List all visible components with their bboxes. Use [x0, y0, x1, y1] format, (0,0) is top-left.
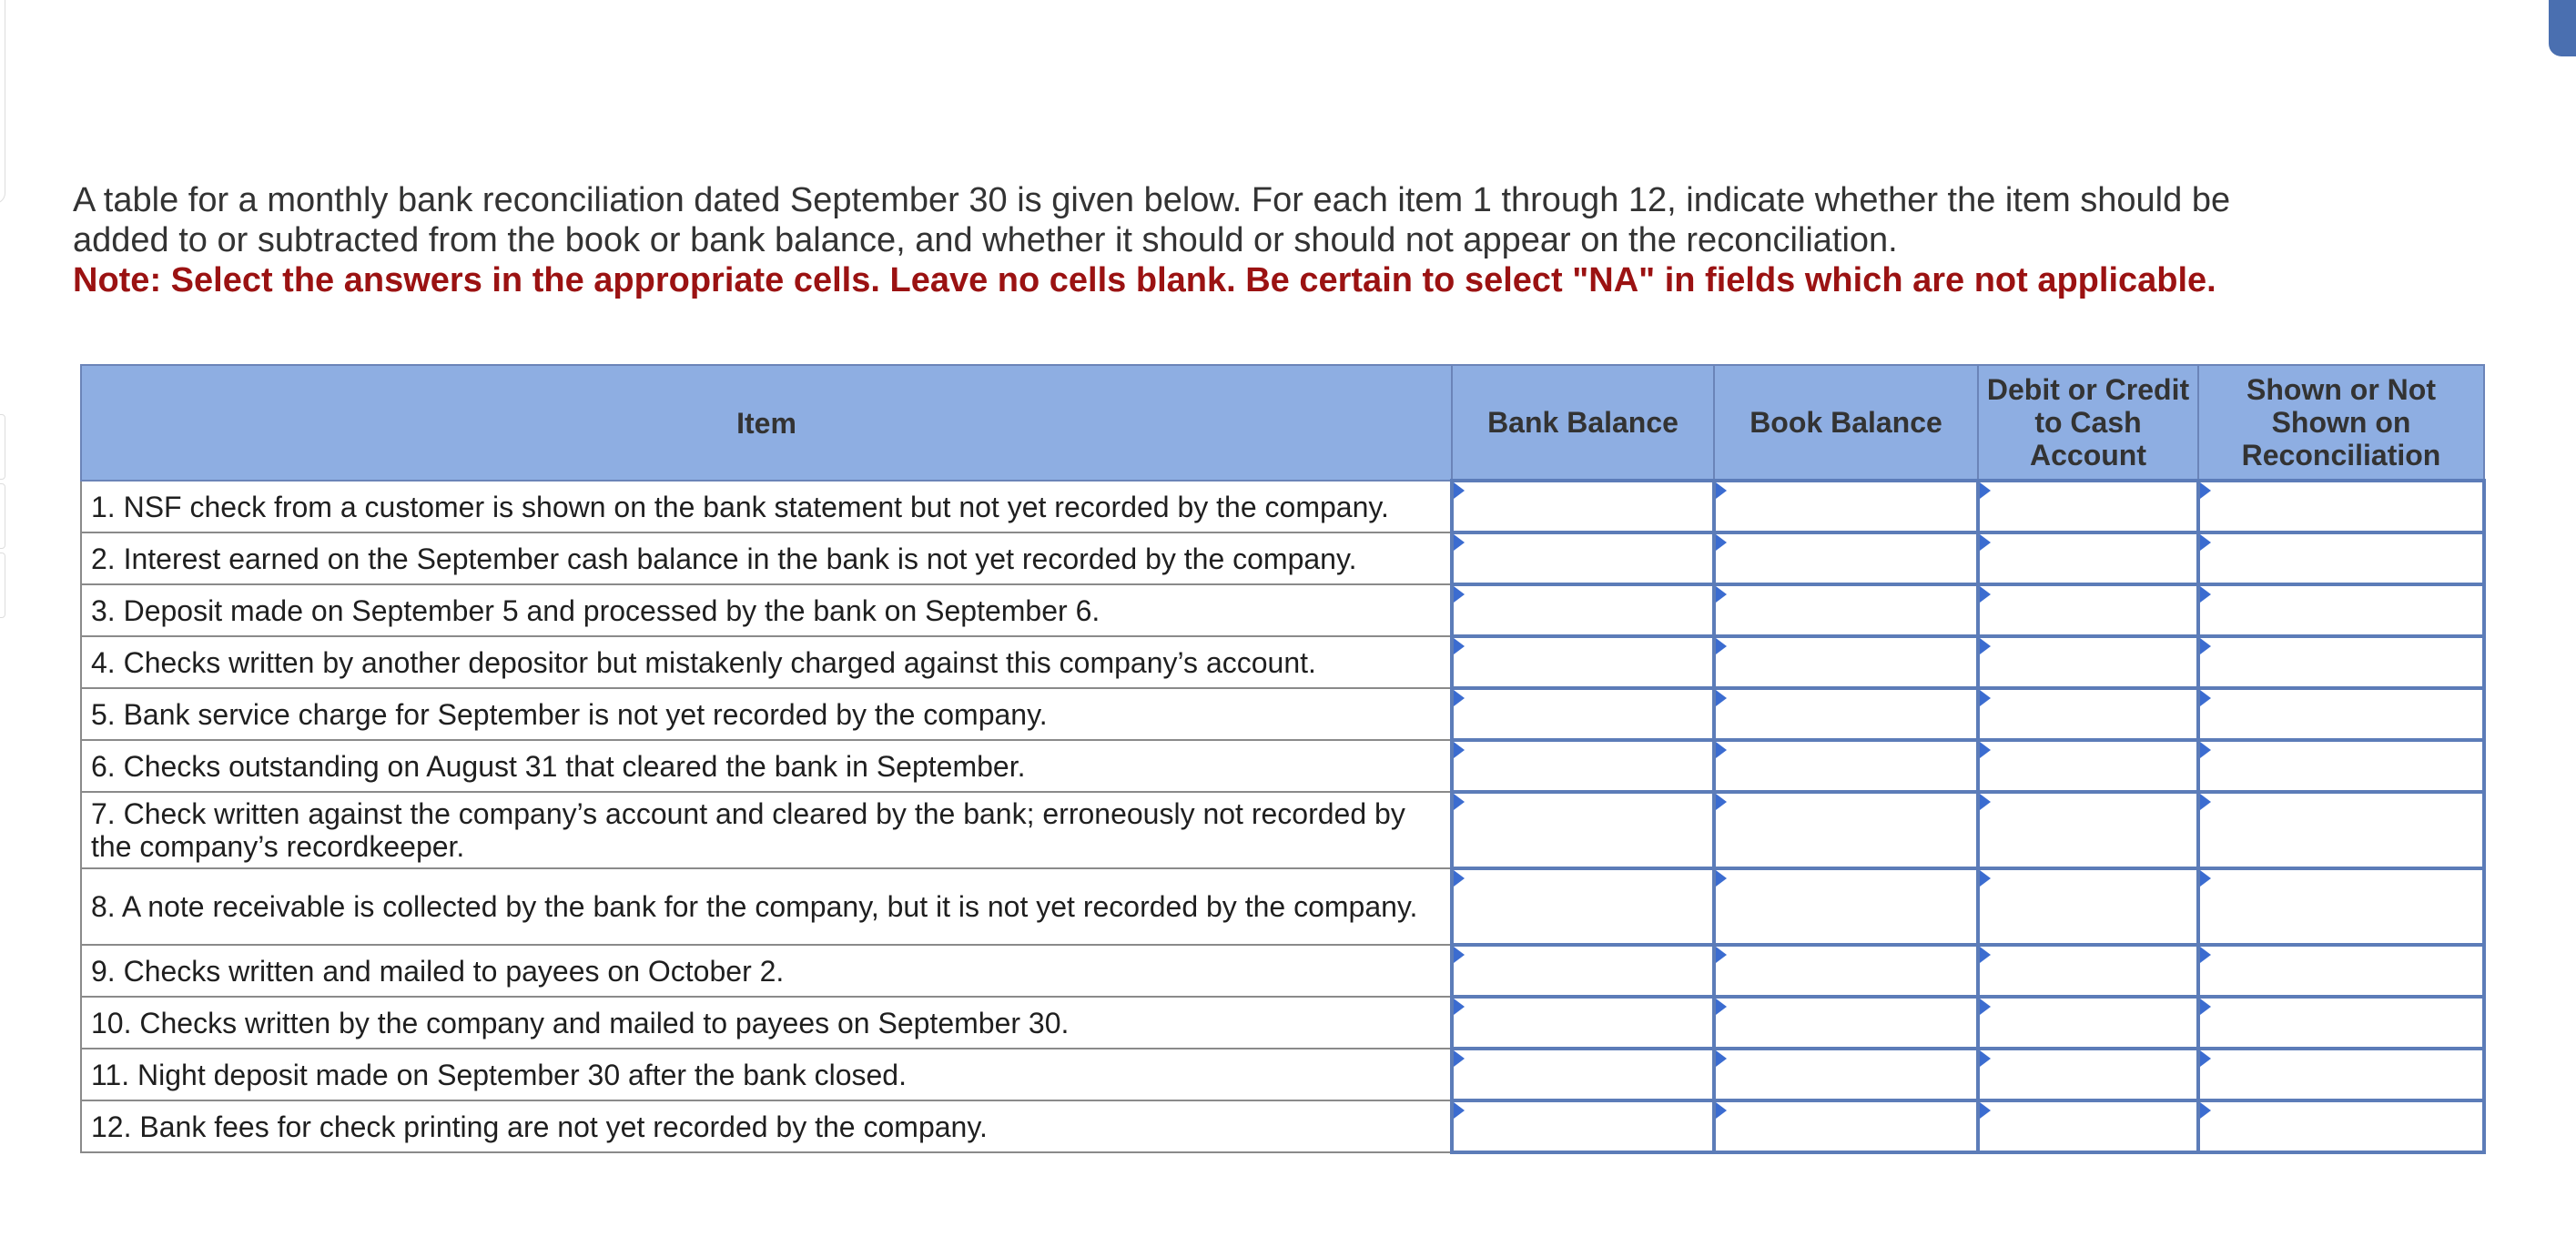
bank-balance-select[interactable] — [1452, 481, 1714, 532]
book-balance-select[interactable] — [1714, 945, 1978, 997]
shown-select[interactable] — [2198, 868, 2484, 945]
reconciliation-table — [80, 364, 2486, 1154]
book-balance-select[interactable] — [1714, 1049, 1978, 1100]
table-row — [81, 868, 2484, 945]
debit-credit-select[interactable] — [1978, 868, 2198, 945]
corner-tab[interactable] — [2549, 0, 2576, 56]
header-bank-balance: Bank Balance — [1452, 365, 1714, 481]
shown-select[interactable] — [2198, 792, 2484, 868]
shown-select[interactable] — [2198, 584, 2484, 636]
item-description: 4. Checks written by another depositor but mistakenly charged against this company’s account. — [81, 636, 1452, 688]
book-balance-select[interactable] — [1714, 688, 1978, 740]
bank-balance-select[interactable] — [1452, 584, 1714, 636]
shown-select[interactable] — [2198, 532, 2484, 584]
debit-credit-select[interactable] — [1978, 481, 2198, 532]
book-balance-select[interactable] — [1714, 740, 1978, 792]
bank-balance-select[interactable] — [1452, 740, 1714, 792]
book-balance-select[interactable] — [1714, 584, 1978, 636]
book-balance-select[interactable] — [1714, 997, 1978, 1049]
left-side-control[interactable] — [0, 553, 5, 618]
table-row — [81, 945, 2484, 997]
item-description: 11. Night deposit made on September 30 after the bank closed. — [81, 1049, 1452, 1100]
debit-credit-select[interactable] — [1978, 997, 2198, 1049]
bank-balance-select[interactable] — [1452, 997, 1714, 1049]
left-panel-edge — [0, 0, 5, 204]
bank-balance-select[interactable] — [1452, 1100, 1714, 1152]
shown-select[interactable] — [2198, 1100, 2484, 1152]
debit-credit-select[interactable] — [1978, 792, 2198, 868]
item-description: 1. NSF check from a customer is shown on the bank statement but not yet recorded by the company. — [81, 481, 1452, 532]
table-row — [81, 688, 2484, 740]
left-side-control[interactable] — [0, 483, 5, 549]
bank-balance-select[interactable] — [1452, 792, 1714, 868]
item-description: 3. Deposit made on September 5 and processed by the bank on September 6. — [81, 584, 1452, 636]
item-description: 7. Check written against the company’s account and cleared by the bank; erroneously not recorded by the company’s recordkeeper. — [81, 792, 1452, 868]
table-row — [81, 792, 2484, 868]
debit-credit-select[interactable] — [1978, 945, 2198, 997]
bank-balance-select[interactable] — [1452, 945, 1714, 997]
book-balance-select[interactable] — [1714, 481, 1978, 532]
table-row — [81, 636, 2484, 688]
table-row — [81, 997, 2484, 1049]
book-balance-select[interactable] — [1714, 868, 1978, 945]
bank-balance-select[interactable] — [1452, 532, 1714, 584]
shown-select[interactable] — [2198, 997, 2484, 1049]
debit-credit-select[interactable] — [1978, 740, 2198, 792]
book-balance-select[interactable] — [1714, 636, 1978, 688]
book-balance-select[interactable] — [1714, 532, 1978, 584]
debit-credit-select[interactable] — [1978, 584, 2198, 636]
table-header-row — [81, 365, 2484, 481]
item-description: 5. Bank service charge for September is not yet recorded by the company. — [81, 688, 1452, 740]
item-description: 8. A note receivable is collected by the bank for the company, but it is not yet recorded by the company. — [81, 868, 1452, 945]
book-balance-select[interactable] — [1714, 1100, 1978, 1152]
debit-credit-select[interactable] — [1978, 1100, 2198, 1152]
left-side-controls — [0, 414, 5, 616]
debit-credit-select[interactable] — [1978, 1049, 2198, 1100]
bank-balance-select[interactable] — [1452, 868, 1714, 945]
item-description: 9. Checks written and mailed to payees on October 2. — [81, 945, 1452, 997]
shown-select[interactable] — [2198, 688, 2484, 740]
header-shown: Shown or Not Shown on Reconciliation — [2198, 365, 2484, 481]
header-debit-credit: Debit or Credit to Cash Account — [1978, 365, 2198, 481]
header-item: Item — [81, 365, 1452, 481]
table-row — [81, 1100, 2484, 1152]
shown-select[interactable] — [2198, 1049, 2484, 1100]
table-row — [81, 1049, 2484, 1100]
shown-select[interactable] — [2198, 945, 2484, 997]
table-row — [81, 740, 2484, 792]
bank-balance-select[interactable] — [1452, 1049, 1714, 1100]
header-book-balance: Book Balance — [1714, 365, 1978, 481]
instructions-text: A table for a monthly bank reconciliation dated September 30 is given below. For each item 1 through 12, indicate whether the item should be added to or subtracted from the book or bank balance, and whether it should or should not appear on the reconciliation. — [73, 181, 2231, 259]
left-side-control[interactable] — [0, 414, 5, 480]
book-balance-select[interactable] — [1714, 792, 1978, 868]
instructions-note: Note: Select the answers in the appropriate cells. Leave no cells blank. Be certain to select "NA" in fields which are not applicable. — [73, 261, 2216, 299]
table-row — [81, 532, 2484, 584]
item-description: 12. Bank fees for check printing are not yet recorded by the company. — [81, 1100, 1452, 1152]
shown-select[interactable] — [2198, 636, 2484, 688]
item-description: 10. Checks written by the company and mailed to payees on September 30. — [81, 997, 1452, 1049]
bank-balance-select[interactable] — [1452, 688, 1714, 740]
debit-credit-select[interactable] — [1978, 688, 2198, 740]
table-row — [81, 584, 2484, 636]
debit-credit-select[interactable] — [1978, 532, 2198, 584]
table-row — [81, 481, 2484, 532]
shown-select[interactable] — [2198, 740, 2484, 792]
item-description: 2. Interest earned on the September cash balance in the bank is not yet recorded by the company. — [81, 532, 1452, 584]
shown-select[interactable] — [2198, 481, 2484, 532]
question-instructions — [73, 180, 2312, 300]
debit-credit-select[interactable] — [1978, 636, 2198, 688]
item-description: 6. Checks outstanding on August 31 that cleared the bank in September. — [81, 740, 1452, 792]
bank-balance-select[interactable] — [1452, 636, 1714, 688]
